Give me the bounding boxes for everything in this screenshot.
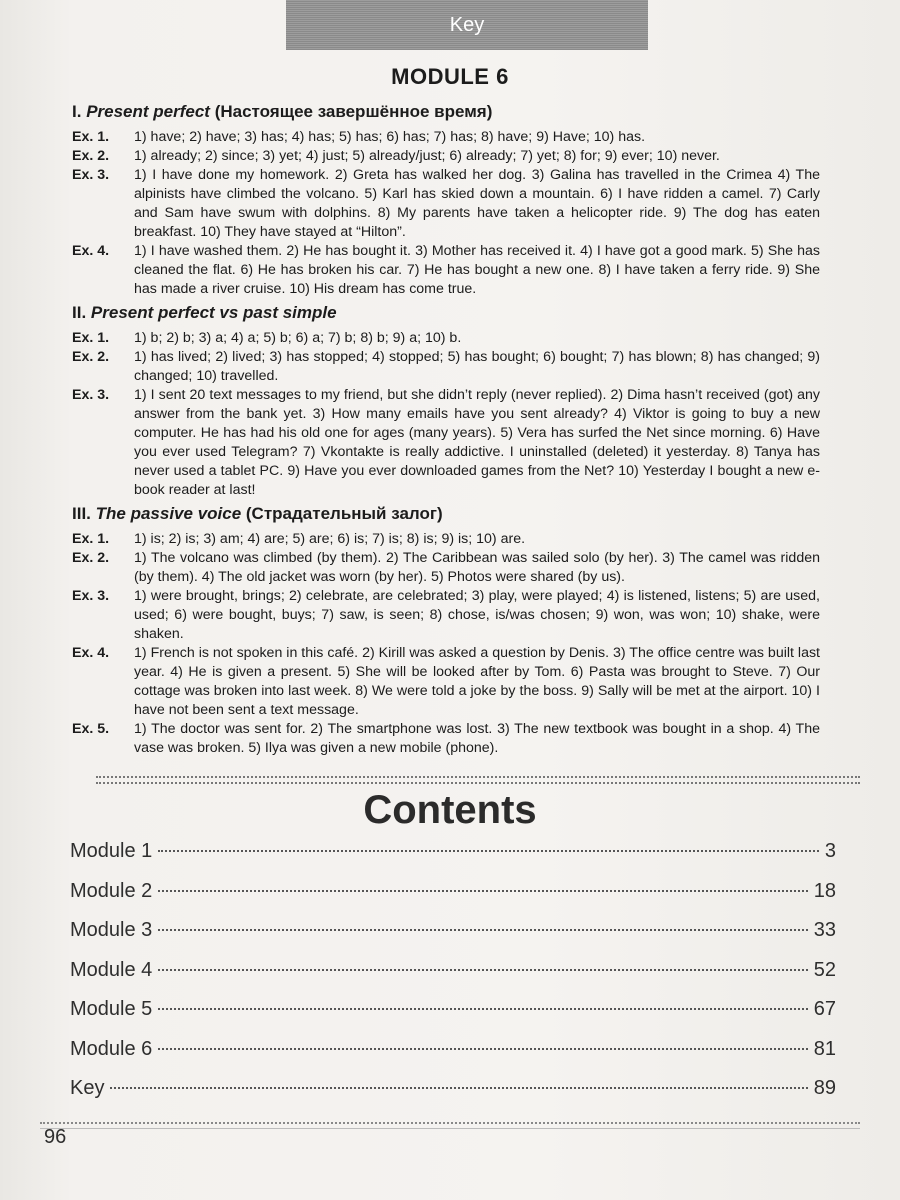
exercise-label: Ex. 4. — [72, 645, 110, 661]
section-divider — [96, 776, 860, 784]
exercise-answers: 1) is; 2) is; 3) am; 4) are; 5) are; 6) is; 7) is; 8) is; 9) is; 10) are. — [134, 531, 526, 547]
exercise-answers: 1) I have done my homework. 2) Greta has walked her dog. 3) Galina has travelled in the Crimea 4) The alpinists have climbed the volcano. 5) Karl has skied down a mountain. 6) I have ridden a camel. 7) Carly and Sam have swum with dolphins. 8) My parents have taken a helicopter ride. 9) The dog has eaten breakfast. 10) They have stayed at “Hilton”. — [134, 167, 820, 240]
contents-title: Contents — [363, 788, 537, 832]
toc-entry — [70, 959, 836, 999]
exercise-label: Ex. 5. — [72, 721, 110, 737]
toc-page-number: 89 — [813, 1077, 836, 1099]
toc-leader-dots — [158, 890, 807, 892]
toc-label: Module 5 — [70, 998, 153, 1020]
table-of-contents — [70, 840, 836, 1117]
toc-page-number: 33 — [813, 919, 836, 941]
toc-leader-dots — [158, 1008, 807, 1010]
toc-label: Module 2 — [70, 879, 153, 902]
toc-label: Module 6 — [70, 1037, 153, 1060]
toc-leader-dots — [158, 969, 807, 971]
exercise-label: Ex. 2. — [72, 148, 110, 164]
exercise-label: Ex. 3. — [72, 588, 110, 604]
exercise-answers: 1) I have washed them. 2) He has bought it. 3) Mother has received it. 4) I have got a good mark. 5) She has cleaned the flat. 6) He has broken his car. 7) He has bought a new one. 8) I have taken a ferry ride. 9) She has made a river cruise. 10) His dream has come true. — [134, 243, 820, 297]
section-heading — [72, 303, 820, 323]
answer-key-content — [72, 98, 820, 758]
section-title: Present perfect vs past simple — [90, 303, 337, 322]
section-heading — [72, 102, 820, 122]
exercise-answers: 1) French is not spoken in this café. 2) Kirill was asked a question by Denis. 3) The office centre was built last year. 4) He is given a present. 5) She will be looked after by Tom. 6) Pasta was brought to Steve. 7) Our cottage was broken into last week. 8) We were told a joke by the boss. 9) Sally will be met at the airport. 10) I have not been sent a text message. — [134, 645, 820, 718]
section-title: The passive voice — [95, 504, 242, 523]
exercise-label: Ex. 4. — [72, 243, 110, 259]
toc-page-number: 81 — [813, 1037, 836, 1060]
exercise-row — [72, 166, 820, 242]
exercise-label: Ex. 2. — [72, 550, 110, 566]
toc-entry — [70, 1077, 836, 1117]
exercise-label: Ex. 1. — [72, 330, 110, 346]
exercise-label: Ex. 3. — [72, 167, 110, 183]
toc-leader-dots — [158, 1048, 807, 1050]
exercise-row — [72, 348, 820, 386]
exercise-answers: 1) The volcano was climbed (by them). 2) The Caribbean was sailed solo (by her). 3) The camel was ridden (by them). 4) The old jacket was worn (by her). 5) Photos were shared (by us). — [134, 550, 820, 585]
exercise-label: Ex. 1. — [72, 531, 110, 547]
exercise-row — [72, 720, 820, 758]
exercise-row — [72, 147, 820, 166]
toc-leader-dots — [110, 1087, 807, 1089]
section-subtitle: (Страдательный залог) — [241, 504, 443, 523]
exercise-row — [72, 242, 820, 299]
toc-entry — [70, 840, 836, 880]
section-heading — [72, 504, 820, 524]
page-number: 96 — [44, 1126, 67, 1148]
toc-leader-dots — [158, 850, 819, 852]
exercise-row — [72, 644, 820, 720]
exercise-answers: 1) have; 2) have; 3) has; 4) has; 5) has; 6) has; 7) has; 8) have; 9) Have; 10) has. — [134, 129, 646, 145]
exercise-row — [72, 549, 820, 587]
footer-rule — [40, 1122, 860, 1129]
section-numeral: III. — [72, 504, 91, 523]
section-numeral: II. — [72, 303, 87, 322]
toc-label: Module 1 — [70, 840, 153, 862]
toc-entry — [70, 1038, 836, 1078]
exercise-row — [72, 587, 820, 644]
exercise-row — [72, 128, 820, 147]
toc-entry — [70, 998, 836, 1038]
exercise-answers: 1) were brought, brings; 2) celebrate, are celebrated; 3) play, were played; 4) is listened, listens; 5) are used, used; 6) were bought, buys; 7) saw, is seen; 8) chose, is/was chosen; 9) won, was won; 10) shake, were shaken. — [134, 588, 820, 642]
key-header-label: Key — [449, 13, 485, 36]
toc-label: Key — [70, 1077, 105, 1099]
exercise-answers: 1) already; 2) since; 3) yet; 4) just; 5) already/just; 6) already; 7) yet; 8) for; 9) ever; 10) never. — [134, 148, 720, 164]
exercise-row — [72, 386, 820, 500]
section-numeral: I. — [72, 102, 82, 121]
exercise-answers: 1) b; 2) b; 3) a; 4) a; 5) b; 6) a; 7) b; 8) b; 9) a; 10) b. — [134, 330, 462, 346]
module-title: MODULE 6 — [391, 64, 509, 89]
section-title: Present perfect — [86, 102, 210, 121]
toc-page-number: 18 — [813, 879, 836, 902]
exercise-answers: 1) has lived; 2) lived; 3) has stopped; 4) stopped; 5) has bought; 6) bought; 7) has blown; 8) has changed; 9) changed; 10) travelled. — [134, 349, 820, 384]
key-header-bar — [286, 0, 648, 50]
section-subtitle: (Настоящее завершённое время) — [209, 102, 493, 121]
exercise-row — [72, 530, 820, 549]
exercise-label: Ex. 3. — [72, 387, 110, 403]
exercise-label: Ex. 1. — [72, 129, 110, 145]
toc-leader-dots — [158, 929, 807, 931]
toc-page-number: 67 — [813, 998, 836, 1020]
exercise-answers: 1) I sent 20 text messages to my friend, but she didn’t reply (never replied). 2) Dima hasn’t received (got) any answer from the bank yet. 3) How many emails have you sent already? 4) Viktor is going to buy a new computer. He has had his old one for ages (many years). 5) Vera has surfed the Net since morning. 6) Have you ever used Telegram? 7) Vkontakte is really addictive. I uninstalled (deleted) it yesterday. 8) Tanya has never used a tablet PC. 9) Have you ever downloaded games from the Net? 10) Yesterday I bought a new e-book reader at last! — [134, 387, 820, 498]
toc-label: Module 3 — [70, 919, 153, 941]
exercise-answers: 1) The doctor was sent for. 2) The smartphone was lost. 3) The new textbook was bought in a shop. 4) The vase was broken. 5) Ilya was given a new mobile (phone). — [134, 721, 820, 756]
toc-entry — [70, 919, 836, 959]
toc-page-number: 52 — [813, 958, 836, 981]
exercise-row — [72, 329, 820, 348]
toc-label: Module 4 — [70, 958, 153, 981]
toc-entry — [70, 880, 836, 920]
exercise-label: Ex. 2. — [72, 349, 110, 365]
toc-page-number: 3 — [824, 840, 836, 862]
